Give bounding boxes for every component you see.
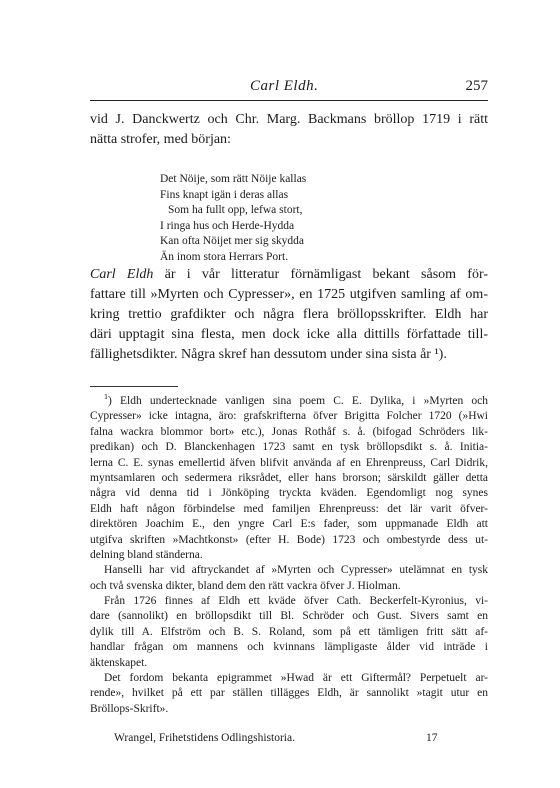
main-line: Carl Eldh är i vår litteratur förnämligast bekant såsom för- (90, 267, 488, 282)
footnote-line: direktören Joachim E., den yngre Carl E:s fader, som uppmanade Eldh att (90, 518, 488, 531)
footnote-line: dylik till A. Elfström och B. S. Roland, som på ett tämligen fritt sätt af- (90, 625, 488, 638)
footnote-line: rende», hvilket på ett par ställen tillägges Eldh, är sannolikt »tagit utur en (90, 687, 488, 700)
footnote-line: några vid denna tid i Jönköping tryckta kväden. Egendomligt nog synes (90, 487, 488, 500)
poem-line: Fins knapt igän i deras allas (160, 188, 289, 201)
signature-line (90, 732, 488, 748)
page-number: 257 (465, 78, 488, 94)
footnote-line: Från 1726 finnes af Eldh ett kväde öfver Cath. Beckerfelt-Kyronius, vi- (104, 595, 488, 608)
main-line: kring trettio grafdikter och några flera bröllopsskrifter. Eldh har (90, 307, 488, 322)
footnote-line: myntsamlaren och sedermera riksrådet, eller hans brorson; särskildt gäller detta (90, 471, 488, 484)
poem-line: Det Nöije, som rätt Nöije kallas (160, 173, 307, 185)
poem-line: Som ha fullt opp, lefwa stort, (168, 204, 303, 216)
footnote-line: äktenskapet. (90, 656, 148, 669)
footnote-line: Eldh haft någon förbindelse med familjen Ehrenpreuss: det lär varit öfver- (90, 502, 488, 515)
footnote-line: falna wackra blommor bort» etc.), Jonas Rothåf s. å. (bifogad Schröders lik- (90, 425, 488, 438)
header-rule (90, 100, 488, 101)
main-line: fattare till »Myrten och Cypresser», en 1725 utgifven samling af om- (90, 287, 488, 302)
intro-line: vid J. Danckwertz och Chr. Marg. Backmans bröllop 1719 i rätt (90, 112, 488, 127)
footnote-line: Hanselli har vid aftryckandet af »Myrten och Cypresser» utelämnat en tysk (104, 564, 488, 577)
main-line: däri upptagit sina flesta, men dock icke alla dittills författade till- (90, 327, 488, 342)
footnote-line: Bröllops-Skrift». (90, 702, 169, 715)
running-header (90, 78, 488, 96)
intro-paragraph (90, 110, 488, 150)
footnote-line: delning bland ständerna. (90, 548, 203, 561)
signature-mark: 17 (426, 732, 438, 744)
poem-line: Än inom stora Herrars Port. (160, 250, 289, 263)
footnote-line: och två svenska dikter, bland dem den rätt vackra öfver J. Hiolman. (90, 579, 401, 592)
footnote-line: predikan) och D. Blanckenhagen 1723 samt en tysk bröllopsdikt s. å. Initia- (90, 441, 488, 454)
footnote-line: $^1$) Eldh undertecknade vanligen sina poem C. E. Dylika, i »Myrten och (104, 394, 488, 407)
poem-line: Kan ofta Nöijet mer sig skydda (160, 235, 305, 247)
footnotes (90, 394, 488, 717)
poem-quotation (160, 172, 306, 265)
footnote-line: utgifva skriften »Machtkonst» (efter H. Bode) 1723 och ombestyrde dess ut- (90, 533, 488, 546)
main-line: fällighetsdikter. Några skref han dessutom under sina sista år ¹). (90, 347, 447, 362)
intro-line: nätta strofer, med början: (90, 132, 231, 147)
poem-line: I ringa hus och Herde-Hydda (160, 219, 295, 232)
footnote-line: dare (sannolikt) en bröllopsdikt till Bl. Schröder och Gust. Sivers samt en (90, 610, 488, 623)
signature-title: Wrangel, Frihetstidens Odlingshistoria. (114, 732, 295, 744)
footnote-rule (90, 386, 178, 387)
footnote-line: Cypresser» icke intagna, äro: grafskrifterna öfver Brigitta Folcher 1720 (»Hwi (90, 410, 488, 423)
footnote-line: handlar frågan om mannens och kvinnans lämpligaste ålder vid inträde i (90, 641, 488, 654)
main-paragraph (90, 265, 488, 365)
footnote-line: Det fordom bekanta epigrammet »Hwad är ett Giftermål? Perpetuelt ar- (104, 672, 488, 685)
footnote-line: lerna C. E. synas emellertid äfven blifvit använda af en Ehrenpreuss, Carl Didrik, (90, 456, 488, 469)
running-title: Carl Eldh. (250, 78, 319, 94)
